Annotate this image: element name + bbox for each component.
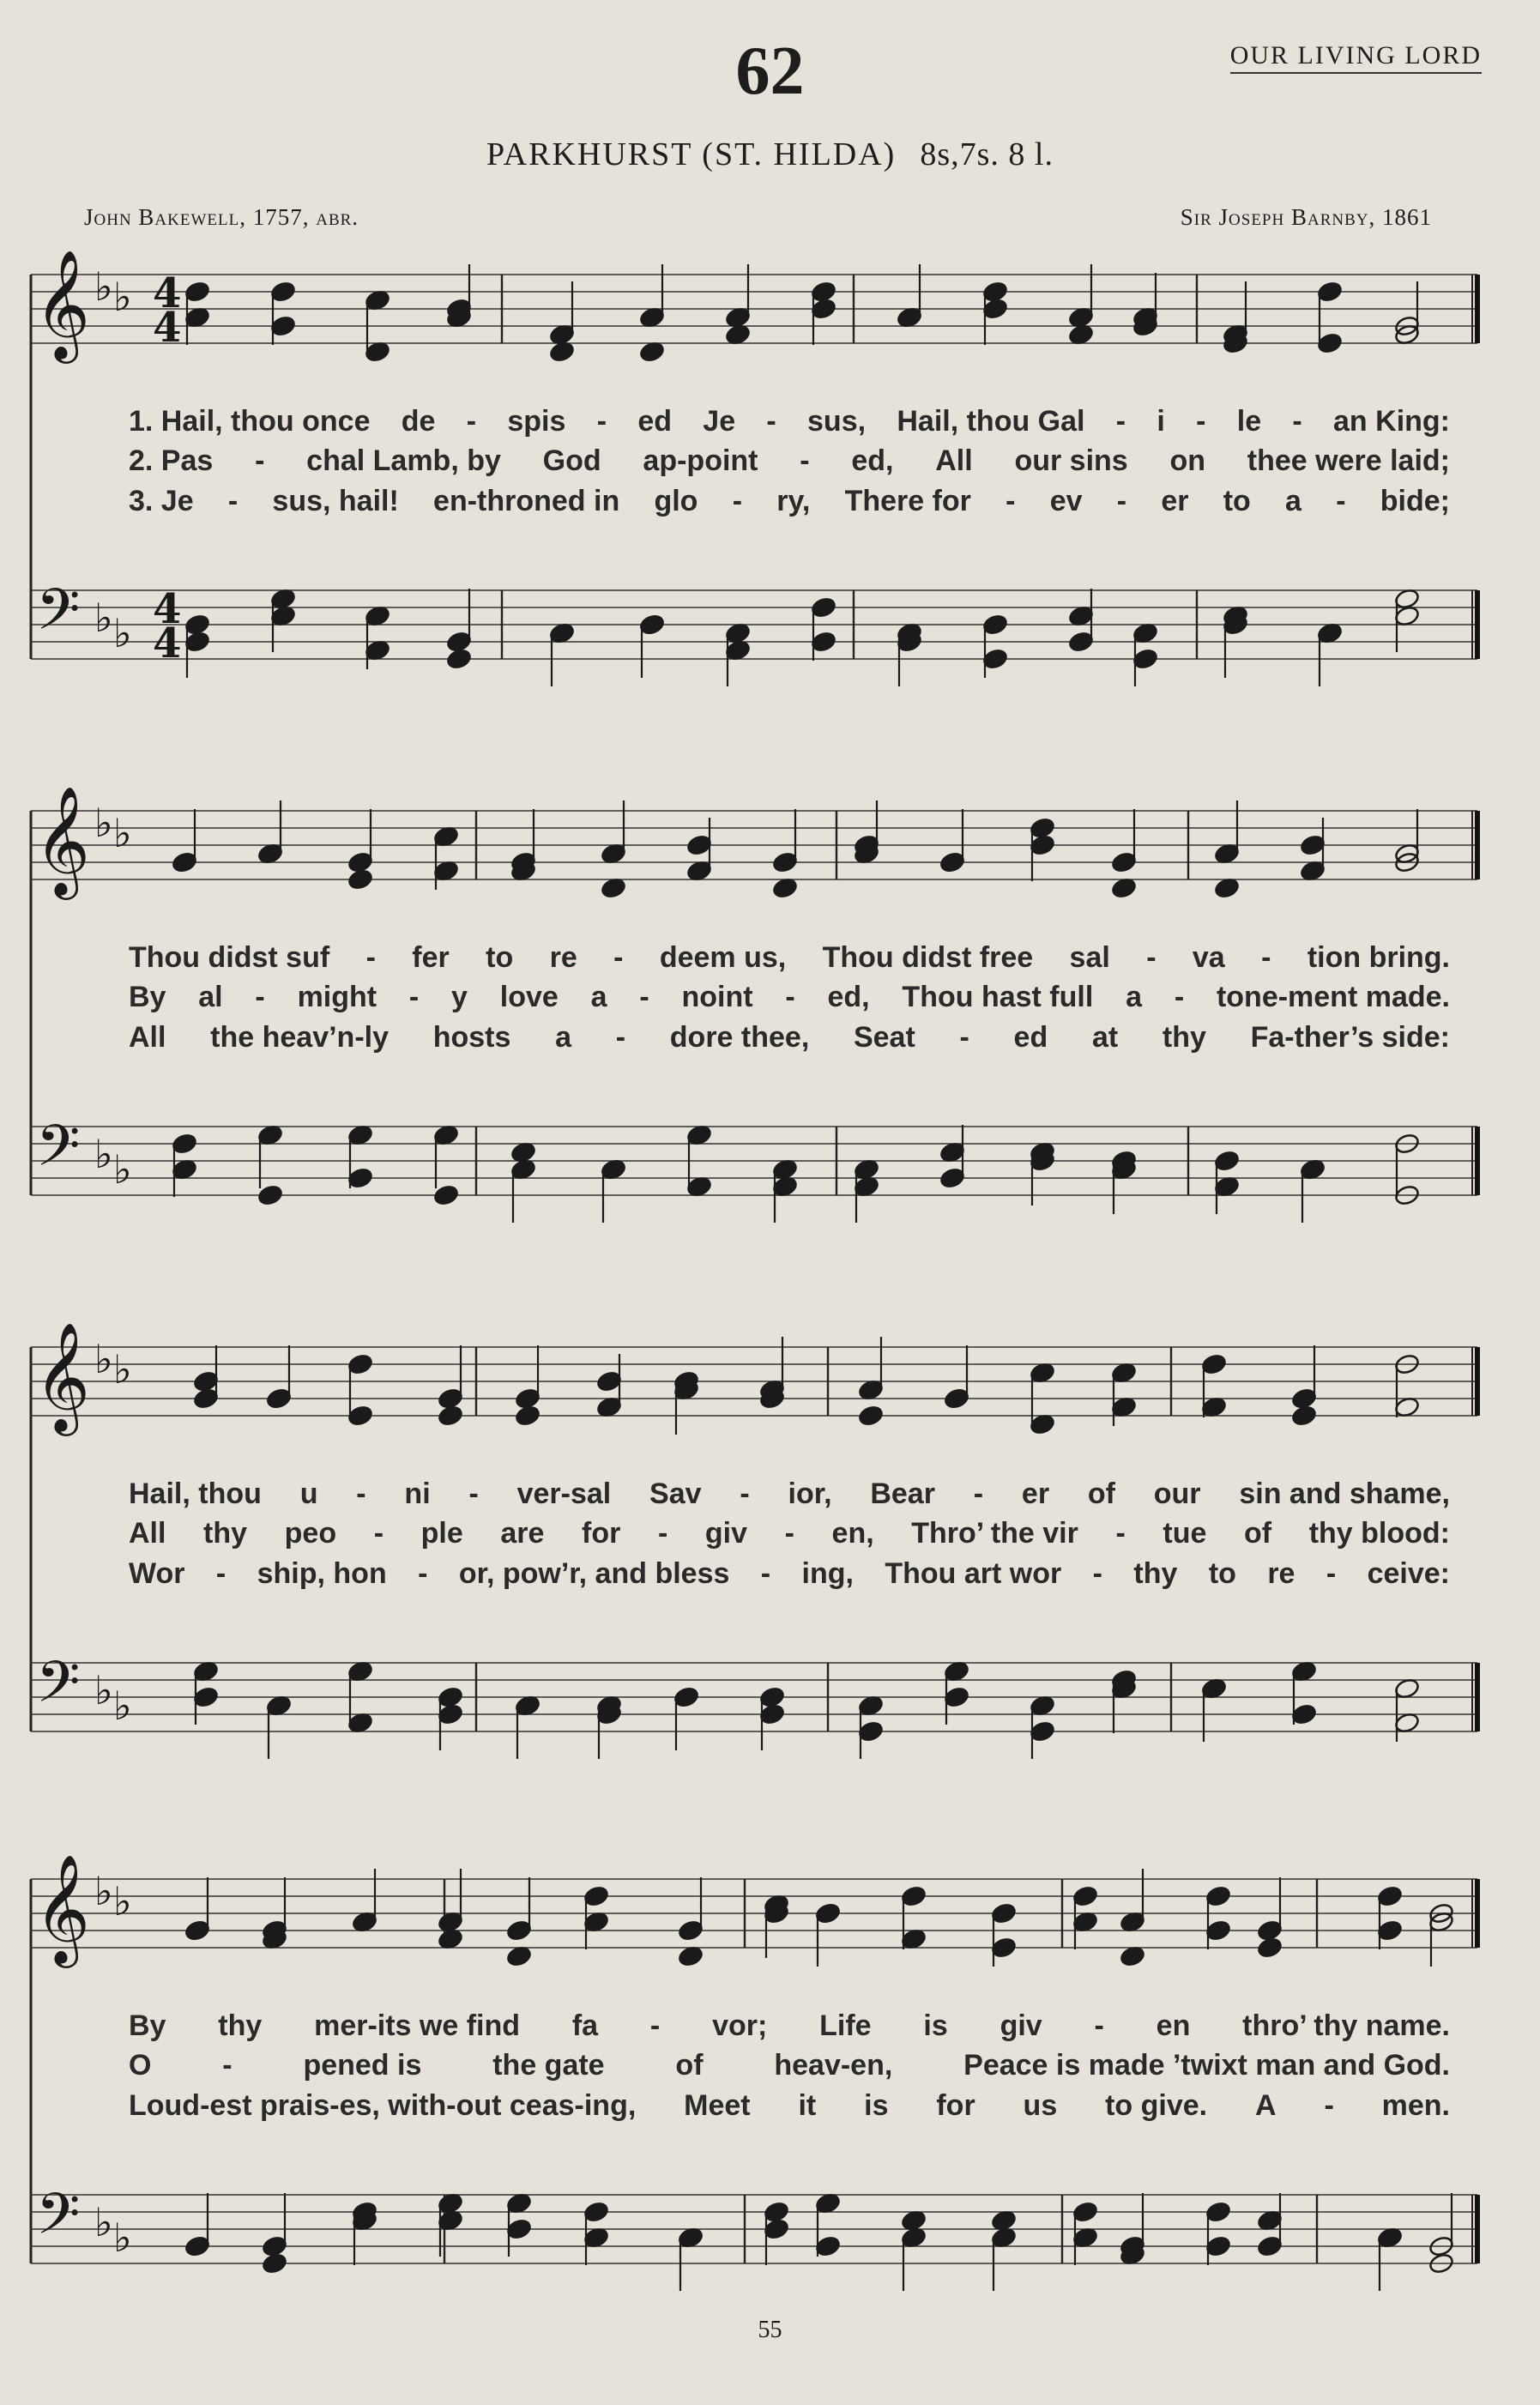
lyric-syllable: re [1267, 1557, 1295, 1590]
time-signature: 4 [153, 269, 182, 317]
lyric-syllable: ver-sal [516, 1477, 612, 1510]
syllable-hyphen: - [1006, 485, 1016, 517]
lyric-syllable: a [1285, 485, 1301, 517]
syllable-hyphen: - [408, 981, 420, 1013]
lyric-syllable: al [198, 981, 223, 1013]
lyric-syllable: ni [404, 1477, 431, 1510]
lyric-line [0, 2049, 1540, 2087]
lyric-syllable: our sins [1014, 444, 1128, 477]
tune-name: PARKHURST (ST. HILDA) [486, 136, 897, 172]
lyric-syllable: to [1208, 1557, 1236, 1590]
note-head [596, 1370, 623, 1393]
flat-sign: ♭ [94, 1131, 113, 1177]
note-head [1257, 2235, 1283, 2257]
flat-sign: ♭ [94, 595, 113, 641]
syllable-hyphen: - [766, 405, 776, 438]
lyric-syllable: us [1023, 2089, 1058, 2122]
lyric-syllable: thy [1162, 1021, 1206, 1054]
note-head [1317, 281, 1344, 303]
note-head [1317, 332, 1344, 354]
lyric-syllable: might [297, 981, 377, 1013]
syllable-hyphen: - [418, 1557, 428, 1590]
lyric-syllable: Loud-est prais-es, with-out ceas-ing, [129, 2089, 637, 2122]
note-head [184, 281, 211, 303]
treble-clef: 𝄞 [34, 249, 91, 359]
lyric-syllable: are [500, 1517, 545, 1550]
syllable-hyphen: - [959, 1021, 969, 1054]
note-head [1205, 1919, 1232, 1942]
lyric-line [0, 1557, 1540, 1595]
lyric-syllable: for [936, 2089, 975, 2122]
syllable-hyphen: - [1094, 2009, 1104, 2042]
lyric-syllable: 3. Je [129, 485, 194, 517]
lyric-syllable: bide; [1380, 485, 1450, 517]
bass-clef: 𝄢 [36, 1113, 81, 1193]
note-head [764, 2218, 790, 2240]
lyric-syllable: de [401, 405, 436, 438]
syllable-hyphen: - [222, 2049, 233, 2082]
lyric-syllable: i [1157, 405, 1165, 438]
note-head [1132, 648, 1159, 670]
bass-clef: 𝄢 [36, 1649, 81, 1729]
note-head [1377, 1919, 1404, 1942]
note-head [184, 631, 211, 653]
note-head [944, 1387, 970, 1410]
flat-sign: ♭ [94, 2199, 113, 2245]
note-head [944, 1686, 970, 1708]
lyric-line [0, 1477, 1540, 1515]
note-head [1291, 1387, 1318, 1410]
note-head [1205, 2235, 1232, 2257]
note-head [982, 298, 1009, 320]
lyric-syllable: ing, [801, 1557, 854, 1590]
syllable-hyphen: - [227, 485, 239, 517]
lyric-syllable: thy [203, 1517, 248, 1550]
lyric-syllable: sus, [807, 405, 867, 438]
lyric-syllable: tion bring. [1307, 941, 1450, 974]
lyric-syllable: hosts [432, 1021, 511, 1054]
note-head [1111, 851, 1138, 873]
note-head [438, 1686, 464, 1708]
lyric-syllable: giv [999, 2009, 1042, 2042]
lyric-syllable: of [1087, 1477, 1115, 1510]
syllable-hyphen: - [255, 444, 265, 477]
note-head [764, 2201, 790, 2223]
syllable-hyphen: - [639, 981, 649, 1013]
lyric-syllable: mer-its we find [314, 2009, 521, 2042]
lyric-syllable: ev [1049, 485, 1083, 517]
note-head [1257, 1919, 1283, 1942]
lyric-syllable: Bear [870, 1477, 935, 1510]
note-head [446, 648, 473, 670]
lyric-syllable: All [935, 444, 973, 477]
lyric-line [0, 1517, 1540, 1555]
lyric-syllable: en-throned in [433, 485, 620, 517]
lyric-syllable: Life [819, 2009, 872, 2042]
lyric-line [0, 405, 1540, 443]
lyric-line [0, 2089, 1540, 2127]
syllable-hyphen: - [1336, 485, 1346, 517]
note-head [815, 1902, 842, 1925]
treble-clef: 𝄞 [34, 1321, 91, 1431]
lyric-syllable: Seat [853, 1021, 915, 1054]
lyric-syllable: men. [1381, 2089, 1450, 2122]
lyric-syllable: a [590, 981, 607, 1013]
lyric-syllable: tone-ment made. [1216, 981, 1450, 1013]
lyric-syllable: A [1255, 2089, 1277, 2122]
lyric-syllable: ed [1013, 1021, 1048, 1054]
note-head [811, 631, 837, 653]
treble-clef: 𝄞 [34, 1853, 91, 1963]
lyric-syllable: ior, [788, 1477, 832, 1510]
lyric-syllable: ed, [851, 444, 894, 477]
lyric-syllable: Thou didst suf [129, 941, 330, 974]
lyric-syllable: tue [1163, 1517, 1207, 1550]
lyric-line [0, 941, 1540, 979]
lyric-syllable: a [555, 1021, 572, 1054]
lyric-syllable: sus, hail! [272, 485, 399, 517]
note-head [1068, 631, 1095, 653]
flat-sign: ♭ [94, 263, 113, 310]
lyric-syllable: giv [704, 1517, 748, 1550]
lyric-line [0, 485, 1540, 523]
flat-sign: ♭ [113, 1683, 132, 1729]
lyric-syllable: chal Lamb, by [306, 444, 501, 477]
note-head [193, 1686, 220, 1708]
lyric-line [0, 1021, 1540, 1059]
syllable-hyphen: - [1292, 405, 1302, 438]
syllable-hyphen: - [1146, 941, 1157, 974]
note-head [939, 851, 966, 873]
lyric-syllable: to [1223, 485, 1251, 517]
syllable-hyphen: - [356, 1477, 366, 1510]
note-head [347, 1405, 374, 1427]
section-title: OUR LIVING LORD [1230, 41, 1482, 74]
lyric-syllable: love [499, 981, 559, 1013]
lyric-syllable: le [1236, 405, 1262, 438]
time-signature: 4 [153, 585, 182, 633]
lyric-line [0, 444, 1540, 482]
note-head [347, 868, 374, 891]
lyric-syllable: peo [284, 1517, 337, 1550]
note-head [347, 851, 374, 873]
syllable-hyphen: - [1115, 1517, 1126, 1550]
note-head [991, 1937, 1018, 1959]
lyric-syllable: By [129, 2009, 166, 2042]
note-head [858, 1720, 885, 1743]
lyric-syllable: glo [654, 485, 698, 517]
page-number: 55 [758, 2317, 782, 2343]
note-head [759, 1703, 786, 1725]
syllable-hyphen: - [1092, 1557, 1102, 1590]
note-head [811, 298, 837, 320]
lyric-syllable: pened is [303, 2049, 422, 2082]
note-head [759, 1686, 786, 1708]
syllable-hyphen: - [1196, 405, 1206, 438]
note-head [1205, 1885, 1232, 1907]
lyric-syllable: ceive: [1367, 1557, 1450, 1590]
lyric-syllable: ed [637, 405, 672, 438]
lyric-syllable: to [486, 941, 514, 974]
note-head [184, 1919, 211, 1942]
lyric-syllable: er [1161, 485, 1189, 517]
note-head [1291, 1703, 1318, 1725]
lyric-syllable: u [299, 1477, 318, 1510]
lyric-syllable: ship, hon [257, 1557, 387, 1590]
note-head [811, 281, 837, 303]
syllable-hyphen: - [657, 1517, 668, 1550]
lyric-syllable: Hail, thou [129, 1477, 262, 1510]
note-head [262, 2235, 288, 2257]
note-head [184, 613, 211, 636]
flat-sign: ♭ [94, 1667, 113, 1713]
lyric-syllable: There for [844, 485, 971, 517]
composer-credit: Sir Joseph Barnby, 1861 [1180, 204, 1432, 230]
note-head [901, 1885, 927, 1907]
syllable-hyphen: - [215, 1557, 226, 1590]
note-head [270, 315, 297, 337]
lyric-syllable: Thou didst free [822, 941, 1034, 974]
lyric-syllable: it [798, 2089, 817, 2122]
note-head [266, 1387, 293, 1410]
note-head [1072, 1885, 1099, 1907]
note-head [438, 1387, 464, 1410]
bass-clef: 𝄢 [36, 577, 81, 656]
author-credit: John Bakewell, 1757, abr. [84, 204, 359, 230]
lyric-syllable: of [675, 2049, 704, 2082]
lyric-syllable: is [923, 2009, 948, 2042]
note-head [506, 2218, 533, 2240]
note-head [1205, 2201, 1232, 2223]
lyric-line [0, 981, 1540, 1018]
note-head [811, 596, 837, 619]
syllable-hyphen: - [1261, 941, 1271, 974]
syllable-hyphen: - [800, 444, 810, 477]
lyric-syllable: a [1126, 981, 1143, 1013]
flat-sign: ♭ [113, 1346, 132, 1393]
syllable-hyphen: - [1326, 1557, 1337, 1590]
lyric-syllable: for [582, 1517, 621, 1550]
lyric-syllable: en, [831, 1517, 874, 1550]
lyric-syllable: 2. Pas [129, 444, 214, 477]
flat-sign: ♭ [113, 1878, 132, 1925]
syllable-hyphen: - [365, 941, 376, 974]
lyric-syllable: thee were laid; [1247, 444, 1450, 477]
note-head [172, 851, 198, 873]
lyric-syllable: on [1169, 444, 1206, 477]
syllable-hyphen: - [373, 1517, 384, 1550]
note-head [193, 1387, 220, 1410]
lyric-syllable: Meet [684, 2089, 751, 2122]
lyric-syllable: Peace is made ’twixt man and God. [963, 2049, 1450, 2082]
note-head [772, 851, 799, 873]
note-head [686, 834, 713, 856]
note-head [1300, 834, 1326, 856]
lyric-syllable: Thou hast full [902, 981, 1094, 1013]
note-head [172, 1133, 198, 1155]
lyric-syllable: sin and shame, [1239, 1477, 1450, 1510]
lyric-syllable: an King: [1333, 405, 1450, 438]
syllable-hyphen: - [255, 981, 265, 1013]
note-head [515, 1405, 541, 1427]
note-head [583, 1885, 610, 1907]
note-head [347, 1167, 374, 1189]
lyric-syllable: Je [703, 405, 736, 438]
note-head [347, 1353, 374, 1375]
note-head [270, 281, 297, 303]
lyric-syllable: ed, [827, 981, 870, 1013]
lyric-syllable: y [451, 981, 468, 1013]
syllable-hyphen: - [784, 1517, 794, 1550]
tune-meter: 8s,7s. 8 l. [920, 136, 1054, 172]
note-head [193, 1370, 220, 1393]
note-head [673, 1686, 700, 1708]
syllable-hyphen: - [466, 405, 477, 438]
lyric-syllable: Sav [649, 1477, 702, 1510]
flat-sign: ♭ [94, 1868, 113, 1914]
lyric-syllable: the gate [492, 2049, 605, 2082]
syllable-hyphen: - [468, 1477, 479, 1510]
note-head [858, 1405, 885, 1427]
note-head [257, 1184, 284, 1206]
note-head [1030, 817, 1056, 839]
lyric-syllable: to give. [1105, 2089, 1208, 2122]
flat-sign: ♭ [94, 800, 113, 846]
lyric-syllable: ry, [776, 485, 811, 517]
lyric-syllable: Thro’ the vir [911, 1517, 1078, 1550]
flat-sign: ♭ [113, 2215, 132, 2261]
lyric-syllable: 1. Hail, thou once [129, 405, 371, 438]
note-head [982, 648, 1009, 670]
syllable-hyphen: - [615, 1021, 626, 1054]
lyric-syllable: at [1091, 1021, 1119, 1054]
syllable-hyphen: - [740, 1477, 750, 1510]
lyric-syllable: Wor [129, 1557, 185, 1590]
bass-clef: 𝄢 [36, 2181, 81, 2261]
lyric-syllable: thy [1133, 1557, 1178, 1590]
time-signature: 4 [153, 304, 182, 352]
lyric-syllable: All [129, 1517, 166, 1550]
lyric-syllable: re [549, 941, 577, 974]
note-head [1214, 1150, 1241, 1172]
note-head [991, 1902, 1018, 1925]
flat-sign: ♭ [94, 1336, 113, 1382]
lyric-syllable: fer [412, 941, 450, 974]
note-head [1030, 1720, 1056, 1743]
note-head [1291, 1405, 1318, 1427]
lyric-syllable: vor; [712, 2009, 768, 2042]
hymn-number: 62 [735, 33, 805, 109]
note-head [433, 1184, 460, 1206]
lyric-syllable: God [542, 444, 601, 477]
syllable-hyphen: - [1116, 485, 1127, 517]
treble-clef: 𝄞 [34, 785, 91, 895]
note-head [515, 1387, 541, 1410]
lyric-syllable: Hail, thou Gal [897, 405, 1085, 438]
note-head [982, 281, 1009, 303]
note-head [1072, 2201, 1099, 2223]
lyric-syllable: er [1021, 1477, 1050, 1510]
lyric-syllable: the heav’n-ly [210, 1021, 389, 1054]
note-head [639, 613, 666, 636]
note-head [1257, 1937, 1283, 1959]
note-head [982, 613, 1009, 636]
note-head [438, 1405, 464, 1427]
note-head [184, 2235, 211, 2257]
note-head [815, 2235, 842, 2257]
time-signature: 4 [153, 619, 182, 668]
syllable-hyphen: - [596, 405, 607, 438]
note-head [939, 1167, 966, 1189]
syllable-hyphen: - [973, 1477, 984, 1510]
lyric-line [0, 2009, 1540, 2047]
lyric-syllable: is [864, 2089, 889, 2122]
lyric-syllable: fa [571, 2009, 599, 2042]
note-head [1377, 1885, 1404, 1907]
flat-sign: ♭ [113, 274, 132, 320]
lyric-syllable: dore thee, [669, 1021, 810, 1054]
note-head [438, 1703, 464, 1725]
syllable-hyphen: - [1115, 405, 1126, 438]
syllable-hyphen: - [649, 2009, 661, 2042]
lyric-syllable: ple [420, 1517, 463, 1550]
lyric-syllable: or, pow’r, and bless [458, 1557, 730, 1590]
flat-sign: ♭ [113, 1146, 132, 1193]
note-head [262, 2252, 288, 2275]
lyric-syllable: Thou art wor [885, 1557, 1062, 1590]
lyric-syllable: thy blood: [1308, 1517, 1450, 1550]
syllable-hyphen: - [785, 981, 795, 1013]
lyric-syllable: of [1244, 1517, 1272, 1550]
lyric-syllable: deem us, [659, 941, 787, 974]
lyric-syllable: noint [681, 981, 753, 1013]
syllable-hyphen: - [732, 485, 743, 517]
lyric-syllable: spis [507, 405, 566, 438]
note-head [1201, 1353, 1228, 1375]
flat-sign: ♭ [113, 810, 132, 856]
note-head [506, 1919, 533, 1942]
lyric-syllable: Fa-ther’s side: [1250, 1021, 1450, 1054]
lyric-syllable: thy [218, 2009, 263, 2042]
flat-sign: ♭ [113, 610, 132, 656]
lyric-syllable: All [129, 1021, 166, 1054]
lyric-syllable: our [1153, 1477, 1201, 1510]
note-head [678, 1919, 704, 1942]
note-head [1030, 834, 1056, 856]
note-head [583, 2201, 610, 2223]
lyric-syllable: thro’ thy name. [1242, 2009, 1450, 2042]
lyric-syllable: O [129, 2049, 152, 2082]
lyric-syllable: ap-point [643, 444, 758, 477]
lyric-syllable: va [1192, 941, 1225, 974]
syllable-hyphen: - [1174, 981, 1185, 1013]
lyric-syllable: en [1156, 2009, 1191, 2042]
lyric-syllable: By [129, 981, 166, 1013]
lyric-syllable: heav-en, [774, 2049, 893, 2082]
syllable-hyphen: - [760, 1557, 771, 1590]
syllable-hyphen: - [1324, 2089, 1334, 2122]
syllable-hyphen: - [613, 941, 624, 974]
lyric-syllable: sal [1069, 941, 1110, 974]
note-head [446, 631, 473, 653]
